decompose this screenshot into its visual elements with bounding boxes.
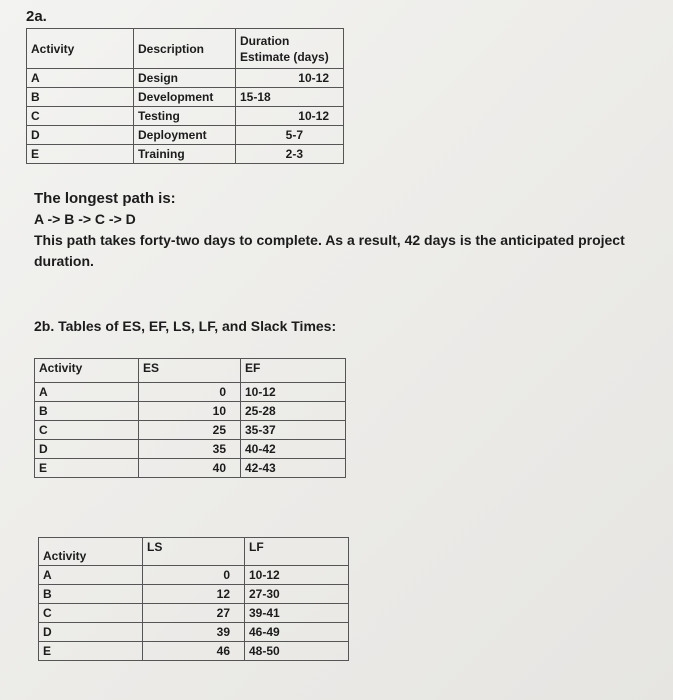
table-row: [39, 642, 349, 661]
duration-cell: 15-18: [236, 88, 344, 107]
longest-path: A -> B -> C -> D: [34, 211, 136, 227]
table-row: [35, 421, 346, 440]
description-cell: Design: [134, 69, 236, 88]
ef-cell: 40-42: [241, 440, 346, 459]
longest-path-label: The longest path is:: [34, 190, 176, 207]
lf-cell: 27-30: [245, 585, 349, 604]
lf-cell: 46-49: [245, 623, 349, 642]
es-cell: 10: [139, 402, 241, 421]
header-duration-line2: Estimate (days): [240, 49, 329, 64]
duration-cell: 10-12: [236, 107, 344, 126]
header-lf: LF: [245, 538, 349, 566]
es-cell: 25: [139, 421, 241, 440]
duration-estimate-table: [26, 28, 344, 164]
ef-cell: 25-28: [241, 402, 346, 421]
header-ls: LS: [143, 538, 245, 566]
table-row: [35, 383, 346, 402]
activity-cell: D: [27, 126, 134, 145]
activity-cell: C: [27, 107, 134, 126]
lf-cell: 10-12: [245, 566, 349, 585]
ls-cell: 12: [143, 585, 245, 604]
header-activity: Activity: [39, 538, 143, 566]
activity-cell: E: [35, 459, 139, 478]
es-cell: 0: [139, 383, 241, 402]
header-duration-line1: Duration: [240, 33, 290, 48]
table-row: [27, 88, 344, 107]
ls-cell: 39: [143, 623, 245, 642]
duration-cell: 2-3: [236, 145, 344, 164]
activity-cell: B: [39, 585, 143, 604]
header-activity: Activity: [35, 359, 139, 383]
table-row: [27, 145, 344, 164]
table-row: [27, 126, 344, 145]
table-row: [39, 585, 349, 604]
activity-cell: B: [27, 88, 134, 107]
table-row: [39, 604, 349, 623]
header-es: ES: [139, 359, 241, 383]
lf-cell: 48-50: [245, 642, 349, 661]
es-ef-table: [34, 358, 346, 478]
table-header-row: [27, 29, 344, 69]
activity-cell: E: [27, 145, 134, 164]
ef-cell: 42-43: [241, 459, 346, 478]
lf-cell: 39-41: [245, 604, 349, 623]
table-row: [27, 107, 344, 126]
ls-cell: 0: [143, 566, 245, 585]
table-row: [35, 459, 346, 478]
header-duration: [236, 29, 344, 69]
duration-cell: 10-12: [236, 69, 344, 88]
description-cell: Training: [134, 145, 236, 164]
section-2a-heading: 2a.: [26, 8, 47, 25]
header-description: Description: [134, 29, 236, 69]
activity-cell: B: [35, 402, 139, 421]
section-2b-heading: 2b. Tables of ES, EF, LS, LF, and Slack Times:: [34, 318, 337, 334]
activity-cell: C: [35, 421, 139, 440]
activity-cell: A: [35, 383, 139, 402]
table-header-row: [39, 538, 349, 566]
activity-cell: E: [39, 642, 143, 661]
es-cell: 40: [139, 459, 241, 478]
table-header-row: [35, 359, 346, 383]
duration-cell: 5-7: [236, 126, 344, 145]
table-row: [39, 566, 349, 585]
header-activity: Activity: [27, 29, 134, 69]
description-cell: Development: [134, 88, 236, 107]
ls-cell: 27: [143, 604, 245, 623]
header-ef: EF: [241, 359, 346, 383]
table-row: [35, 402, 346, 421]
description-cell: Testing: [134, 107, 236, 126]
conclusion-text: This path takes forty-two days to complete. As a result, 42 days is the anticipated project duration.: [34, 232, 625, 269]
ls-cell: 46: [143, 642, 245, 661]
description-cell: Deployment: [134, 126, 236, 145]
ef-cell: 35-37: [241, 421, 346, 440]
activity-cell: A: [39, 566, 143, 585]
table-row: [39, 623, 349, 642]
activity-cell: D: [39, 623, 143, 642]
ef-cell: 10-12: [241, 383, 346, 402]
activity-cell: D: [35, 440, 139, 459]
activity-cell: C: [39, 604, 143, 623]
es-cell: 35: [139, 440, 241, 459]
table-row: [27, 69, 344, 88]
table-row: [35, 440, 346, 459]
ls-lf-table: [38, 537, 349, 661]
activity-cell: A: [27, 69, 134, 88]
